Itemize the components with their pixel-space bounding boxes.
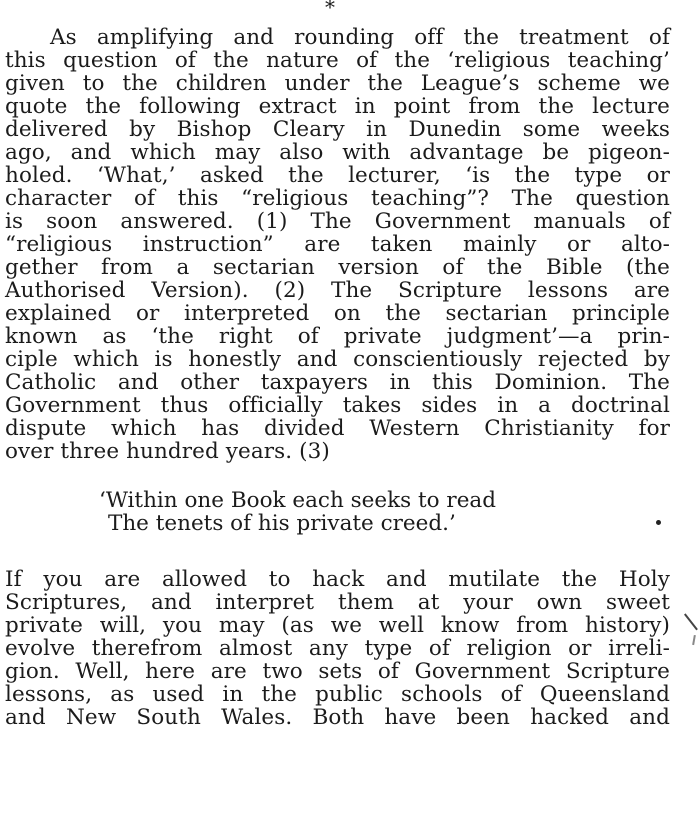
quotation-line: The tenets of his private creed.’ — [108, 511, 456, 536]
paragraph-1-line: ciple which is honestly and conscientiously rejected by — [5, 347, 670, 372]
paragraph-1-line: delivered by Bishop Cleary in Dunedin some weeks — [5, 117, 670, 142]
paragraph-1-line: holed. ‘What,’ asked the lecturer, ‘is the type or — [5, 163, 670, 188]
stray-dot-mark — [656, 520, 661, 525]
quotation-line: ‘Within one Book each seeks to read — [99, 488, 497, 513]
paragraph-2-line: gion. Well, here are two sets of Government Scripture — [5, 659, 670, 684]
paragraph-1-line: gether from a sectarian version of the Bible (the — [5, 255, 670, 280]
paragraph-1-line: ago, and which may also with advantage be pigeon- — [5, 140, 670, 165]
paragraph-1-line: dispute which has divided Western Christianity for — [5, 416, 670, 441]
paragraph-1-line: is soon answered. (1) The Government manuals of — [5, 209, 670, 234]
paragraph-1-line: As amplifying and rounding off the treatment of — [50, 25, 670, 50]
paragraph-1-line: given to the children under the League’s scheme we — [5, 71, 670, 96]
paragraph-2-line: and New South Wales. Both have been hacked and — [5, 705, 670, 730]
paragraph-1-line: over three hundred years. (3) — [5, 439, 330, 464]
paragraph-1-line: Government thus officially takes sides in a doctrinal — [5, 393, 670, 418]
paragraph-1-line: explained or interpreted on the sectarian principle — [5, 301, 670, 326]
paragraph-1-line: known as ‘the right of private judgment’—a prin- — [5, 324, 670, 349]
paragraph-2-line: evolve therefrom almost any type of religion or irreli- — [5, 636, 670, 661]
paragraph-1-line: character of this “religious teaching”? The question — [5, 186, 670, 211]
paragraph-2-line: Scriptures, and interpret them at your own sweet — [5, 590, 670, 615]
section-ornament: * — [325, 0, 335, 19]
margin-scratch-mark — [684, 614, 697, 631]
paragraph-2-line: If you are allowed to hack and mutilate the Holy — [5, 567, 670, 592]
paragraph-1-line: quote the following extract in point from the lecture — [5, 94, 670, 119]
paragraph-2-line: private will, you may (as we well know from history) — [5, 613, 670, 638]
paragraph-2-line: lessons, as used in the public schools of Queensland — [5, 682, 670, 707]
paragraph-1-line: “religious instruction” are taken mainly or alto- — [5, 232, 670, 257]
paragraph-1-line: Authorised Version). (2) The Scripture lessons are — [5, 278, 670, 303]
paragraph-1-line: this question of the nature of the ‘religious teaching’ — [5, 48, 670, 73]
margin-scratch-mark — [692, 635, 695, 645]
paragraph-1-line: Catholic and other taxpayers in this Dominion. The — [5, 370, 670, 395]
